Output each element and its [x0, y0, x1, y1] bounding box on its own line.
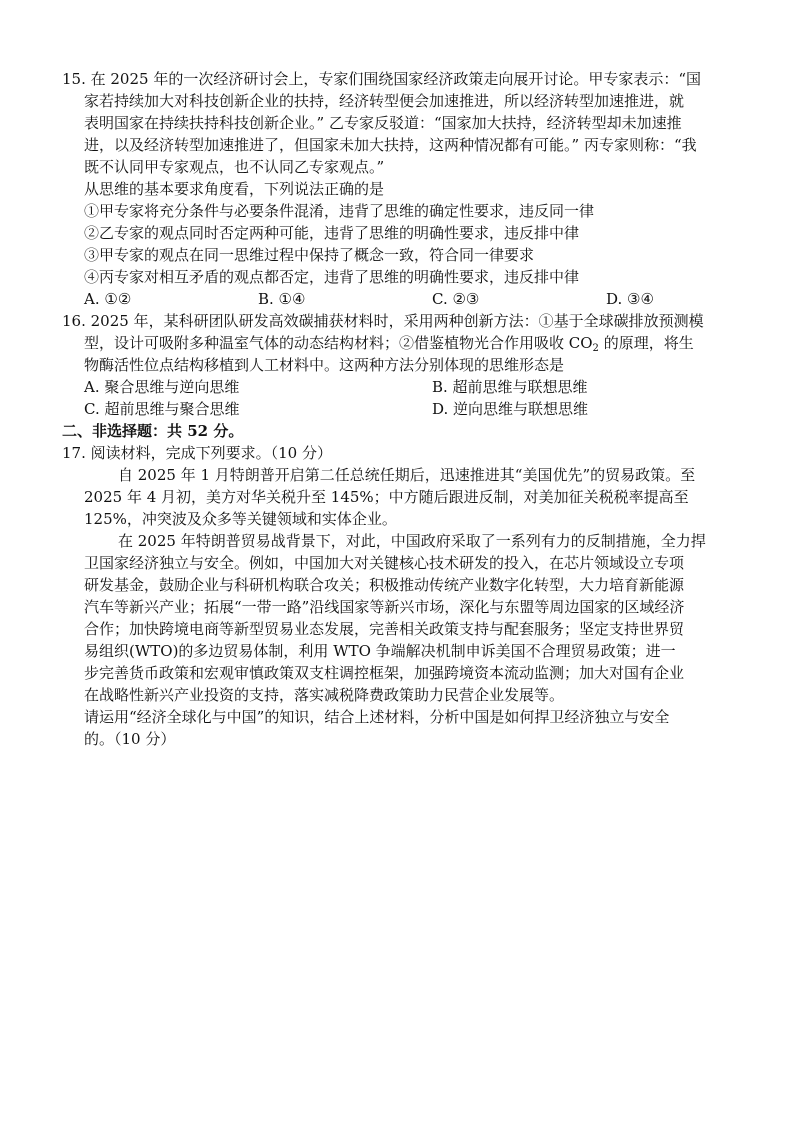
q17-material-1-line-1: 自 2025 年 1 月特朗普开启第二任总统任期后，迅速推进其“美国优先”的贸易政策。至 — [118, 466, 696, 484]
q17-task-line-1: 请运用“经济全球化与中国”的知识，结合上述材料，分析中国是如何捍卫经济独立与安全 — [84, 708, 670, 726]
q17-task-line-2: 的。（10 分） — [84, 730, 176, 748]
q15-question: 从思维的基本要求角度看，下列说法正确的是 — [84, 180, 385, 198]
q17-material-2-line-2: 卫国家经济独立与安全。例如，中国加大对关键核心技术研发的投入，在芯片领域设立专项 — [84, 554, 685, 572]
q15-statement-3: ③甲专家的观点在同一思维过程中保持了概念一致，符合同一律要求 — [84, 246, 535, 264]
q15-stem-line-2: 家若持续加大对科技创新企业的扶持，经济转型便会加速推进，所以经济转型加速推进，就 — [84, 92, 685, 110]
q15-statement-4: ④丙专家对相互矛盾的观点都否定，违背了思维的明确性要求，违反排中律 — [84, 268, 580, 286]
q16-option-a: A. 聚合思维与逆向思维 — [84, 378, 240, 396]
q16-option-d: D. 逆向思维与联想思维 — [432, 400, 589, 418]
q15-stem-line-1: 15. 在 2025 年的一次经济研讨会上，专家们围绕国家经济政策走向展开讨论。甲专家表示：“国 — [62, 70, 702, 88]
q17-material-2-line-1: 在 2025 年特朗普贸易战背景下，对此，中国政府采取了一系列有力的反制措施，全力捍 — [118, 532, 706, 550]
q16-stem-line-1: 16. 2025 年，某科研团队研发高效碳捕获材料时，采用两种创新方法：①基于全球碳排放预测模 — [62, 312, 704, 330]
q15-stem-line-3: 表明国家在持续扶持科技创新企业。” 乙专家反驳道：“国家加大扶持，经济转型却未加速推 — [84, 114, 682, 132]
q17-material-1-line-3: 125%，冲突波及众多等关键领域和实体企业。 — [84, 510, 397, 528]
q17-material-2-line-8: 在战略性新兴产业投资的支持，落实减税降费政策助力民营企业发展等。 — [84, 686, 565, 704]
q16-option-c: C. 超前思维与聚合思维 — [84, 400, 240, 418]
q15-option-b: B. ①④ — [258, 290, 306, 308]
q15-option-a: A. ①② — [84, 290, 132, 308]
q17-intro: 17. 阅读材料，完成下列要求。（10 分） — [62, 444, 332, 462]
q15-option-c: C. ②③ — [432, 290, 480, 308]
q15-statement-2: ②乙专家的观点同时否定两种可能，违背了思维的明确性要求，违反排中律 — [84, 224, 580, 242]
q16-option-b: B. 超前思维与联想思维 — [432, 378, 588, 396]
q17-material-2-line-5: 合作；加快跨境电商等新型贸易业态发展，完善相关政策支持与配套服务；坚定支持世界贸 — [84, 620, 685, 638]
co2-subscript: 2 — [592, 343, 599, 354]
q16-stem-line-2-text: 型，设计可吸附多种温室气体的动态结构材料；②借鉴植物光合作用吸收 CO — [84, 334, 593, 352]
q15-stem-line-5: 既不认同甲专家观点，也不认同乙专家观点。” — [84, 158, 385, 176]
q15-statement-1: ①甲专家将充分条件与必要条件混淆，违背了思维的确定性要求，违反同一律 — [84, 202, 595, 220]
q17-material-2-line-3: 研发基金，鼓励企业与科研机构联合攻关；积极推动传统产业数字化转型，大力培育新能源 — [84, 576, 685, 594]
q17-material-2-line-4: 汽车等新兴产业；拓展“一带一路”沿线国家等新兴市场，深化与东盟等周边国家的区域经济 — [84, 598, 685, 616]
q15-option-d: D. ③④ — [606, 290, 654, 308]
q17-material-1-line-2: 2025 年 4 月初，美方对华关税升至 145%；中方随后跟进反制，对美加征关税税率提高至 — [84, 488, 689, 506]
q16-stem-line-2-tail: 的原理，将生 — [598, 334, 694, 352]
q17-material-2-line-7: 步完善货币政策和宏观审慎政策双支柱调控框架，加强跨境资本流动监测；加大对国有企业 — [84, 664, 685, 682]
q15-stem-line-4: 进，以及经济转型加速推进了，但国家未加大扶持，这两种情况都有可能。” 丙专家则称：“我 — [84, 136, 697, 154]
section-2-heading: 二、非选择题：共 52 分。 — [62, 422, 244, 440]
q16-stem-line-3: 物酶活性位点结构移植到人工材料中。这两种方法分别体现的思维形态是 — [84, 356, 565, 374]
q17-material-2-line-6: 易组织(WTO)的多边贸易体制，利用 WTO 争端解决机制申诉美国不合理贸易政策；进一 — [84, 642, 676, 660]
